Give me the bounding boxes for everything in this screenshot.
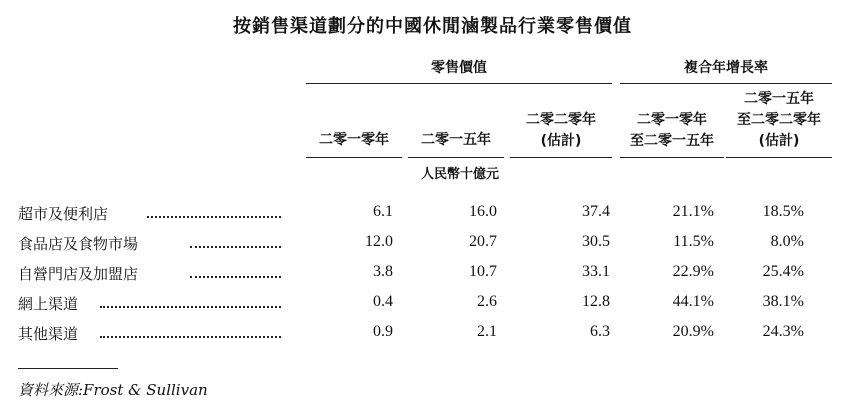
cell-2015: 10.7 <box>469 263 497 280</box>
source-divider <box>18 368 118 369</box>
cell-cagr2: 38.1% <box>762 293 804 310</box>
cell-2015: 20.7 <box>469 233 497 250</box>
group-header-retail: 零售價值 <box>431 60 487 76</box>
col-header-cagr2-line1: 二零一五年 <box>744 91 814 107</box>
row-label: 其他渠道 <box>18 325 79 343</box>
rule-col-2015 <box>408 157 504 158</box>
cell-cagr2: 8.0% <box>770 233 804 250</box>
unit-label: 人民幣十億元 <box>420 167 499 182</box>
table-title: 按銷售渠道劃分的中國休閒滷製品行業零售價值 <box>233 16 632 37</box>
cell-cagr2: 25.4% <box>762 263 804 280</box>
row-label: 超市及便利店 <box>18 205 109 223</box>
rule-col-2010 <box>306 157 402 158</box>
rule-col-cagr1 <box>620 157 724 158</box>
col-header-cagr2-line2: 至二零二零年 <box>737 112 821 128</box>
rule-retail <box>306 83 612 84</box>
cell-cagr1: 21.1% <box>672 203 714 220</box>
cell-cagr1: 11.5% <box>673 233 714 250</box>
dot-leader <box>100 304 281 308</box>
cell-2015: 2.6 <box>477 293 497 310</box>
dot-leader <box>100 334 281 338</box>
row-label: 網上渠道 <box>18 295 79 313</box>
row-label: 自營門店及加盟店 <box>18 265 139 283</box>
cell-2015: 16.0 <box>469 203 497 220</box>
cell-2020: 30.5 <box>582 233 610 250</box>
cell-2020: 33.1 <box>582 263 610 280</box>
cell-2020: 12.8 <box>582 293 610 310</box>
source-note: 資料來源:Frost & Sullivan <box>18 381 208 399</box>
cell-cagr2: 24.3% <box>762 323 804 340</box>
cell-cagr1: 44.1% <box>672 293 714 310</box>
dot-leader <box>147 214 281 218</box>
rule-cagr <box>620 83 832 84</box>
col-header-2020-line1: 二零二零年 <box>526 112 596 128</box>
col-header-2010-text: 二零一零年 <box>319 132 389 148</box>
cell-2010: 12.0 <box>365 233 393 250</box>
dot-leader <box>190 244 281 248</box>
col-header-cagr1-line2: 至二零一五年 <box>630 133 714 149</box>
dot-leader <box>190 274 281 278</box>
cell-2010: 0.4 <box>373 293 393 310</box>
col-header-cagr2 <box>726 89 832 152</box>
cell-2010: 3.8 <box>373 263 393 280</box>
cell-2010: 6.1 <box>373 203 393 220</box>
row-label: 食品店及食物市場 <box>18 235 139 253</box>
col-header-cagr1-line1: 二零一零年 <box>637 112 707 128</box>
col-header-cagr1 <box>620 110 724 152</box>
cell-cagr1: 20.9% <box>672 323 714 340</box>
rule-col-2020 <box>510 157 612 158</box>
group-header-cagr: 複合年增長率 <box>684 60 768 76</box>
col-header-2010 <box>306 130 402 151</box>
col-header-cagr2-line3: (估計) <box>758 133 800 149</box>
cell-2015: 2.1 <box>477 323 497 340</box>
cell-2010: 0.9 <box>373 323 393 340</box>
cell-2020: 37.4 <box>582 203 610 220</box>
cell-2020: 6.3 <box>590 323 610 340</box>
col-header-2020 <box>510 110 612 152</box>
col-header-2020-line2: (估計) <box>540 133 582 149</box>
cell-cagr1: 22.9% <box>672 263 714 280</box>
col-header-2015 <box>408 130 504 151</box>
col-header-2015-text: 二零一五年 <box>421 132 491 148</box>
cell-cagr2: 18.5% <box>762 203 804 220</box>
rule-col-cagr2 <box>726 157 832 158</box>
